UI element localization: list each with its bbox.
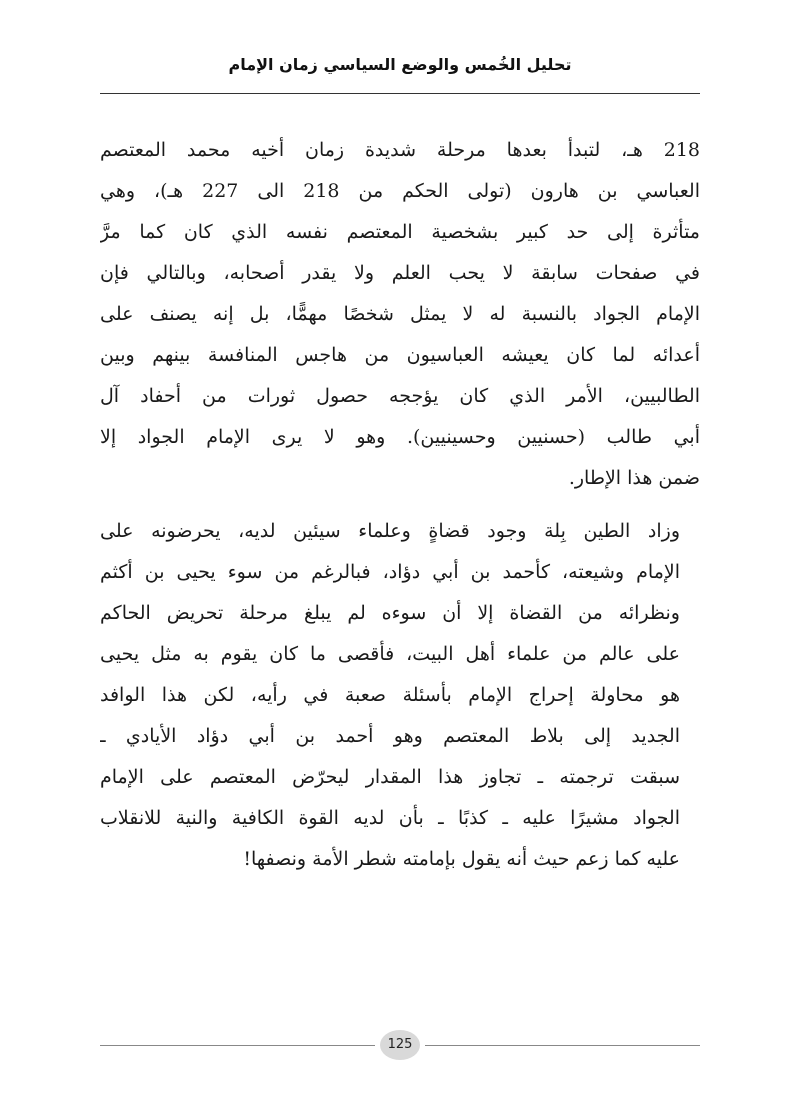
paragraph-line: هو محاولة إحراج الإمام بأسئلة صعبة في رأيه، لكن هذا الوافد	[100, 684, 680, 706]
paragraph-1	[100, 130, 700, 499]
paragraph-line: ونظرائه من القضاة إلا أن سوءه لم يبلغ مرحلة تحريض الحاكم	[100, 602, 680, 624]
paragraph-line: العباسي بن هارون (تولى الحكم من 218 الى 227 هـ)، وهي	[100, 180, 700, 202]
page-footer	[100, 1030, 700, 1060]
footer-rule-right	[425, 1045, 700, 1046]
paragraph-line: سبقت ترجمته ـ تجاوز هذا المقدار ليحرّض المعتصم على الإمام	[100, 766, 680, 788]
header-rule	[100, 93, 700, 94]
footer-rule-left	[100, 1045, 375, 1046]
paragraph-line: الإمام وشيعته، كأحمد بن أبي دؤاد، فبالرغم من سوء يحيى بن أكثم	[100, 561, 680, 583]
paragraph-line: الإمام الجواد بالنسبة له لا يمثل شخصًا مهمًّا، بل إنه يصنف على	[100, 303, 700, 325]
paragraph-line: الجديد إلى بلاط المعتصم وهو أحمد بن أبي دؤاد الأيادي ـ	[100, 725, 680, 747]
paragraph-line: متأثرة إلى حد كبير بشخصية المعتصم نفسه الذي كان كما مرَّ	[100, 221, 700, 243]
paragraph-line: الجواد مشيرًا عليه ـ كذبًا ـ بأن لديه القوة الكافية والنية للانقلاب	[100, 807, 680, 829]
paragraph-line: في صفحات سابقة لا يحب العلم ولا يقدر أصحابه، وبالتالي فإن	[100, 262, 700, 284]
paragraph-line: 218 هـ، لتبدأ بعدها مرحلة شديدة زمان أخيه محمد المعتصم	[100, 139, 700, 161]
body-text	[100, 130, 700, 880]
paragraph-line: عليه كما زعم حيث أنه يقول بإمامته شطر الأمة ونصفها!	[243, 848, 680, 870]
paragraph-line: أبي طالب (حسنيين وحسينيين). وهو لا يرى الإمام الجواد إلا	[100, 426, 700, 448]
paragraph-line: أعدائه لما كان يعيشه العباسيون من هاجس المنافسة بينهم وبين	[100, 344, 700, 366]
paragraph-2	[100, 511, 700, 880]
paragraph-line: وزاد الطين بِلة وجود قضاةٍ وعلماء سيئين لديه، يحرضونه على	[100, 520, 680, 542]
page-number-badge: 125	[380, 1030, 420, 1060]
paragraph-line: الطالبيين، الأمر الذي كان يؤججه حصول ثورات من أحفاد آل	[100, 385, 700, 407]
running-header: تحليل الخُمس والوضع السياسي زمان الإمام	[228, 55, 572, 74]
paragraph-line: ضمن هذا الإطار.	[568, 467, 700, 489]
paragraph-line: على عالم من علماء أهل البيت، فأقصى ما كان يقوم به مثل يحيى	[100, 643, 680, 665]
